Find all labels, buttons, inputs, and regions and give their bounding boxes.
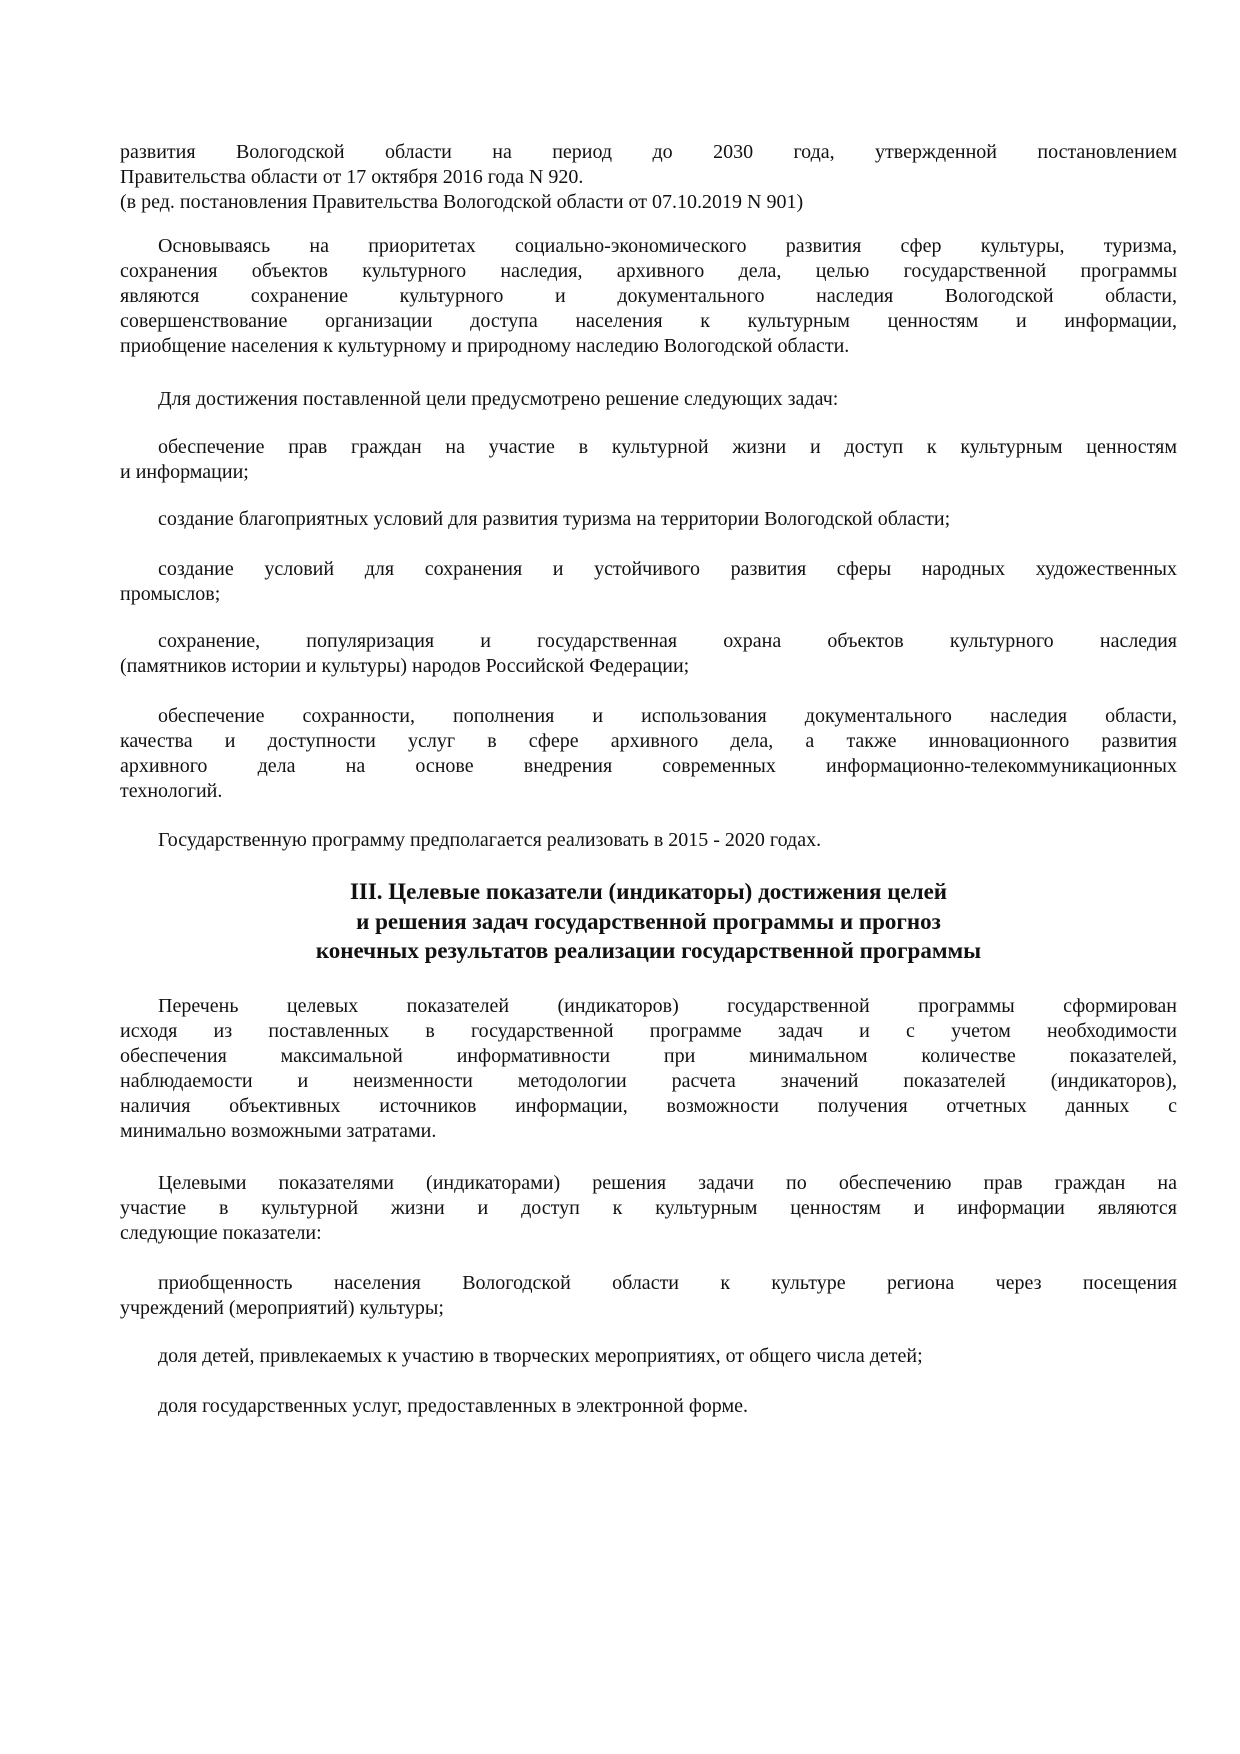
text-line: приобщенность населения Вологодской области к культуре региона через посещения [158,1272,1177,1294]
text-line: сохранения объектов культурного наследия, архивного дела, целью государственной программы [120,260,1177,282]
text-line: являются сохранение культурного и документального наследия Вологодской области, [120,285,1177,307]
text-line: создание условий для сохранения и устойчивого развития сферы народных художественных [158,558,1177,580]
paragraph [120,828,1177,853]
paragraph [120,1344,1177,1369]
text-line: Государственную программу предполагается реализовать в 2015 - 2020 годах. [158,829,822,851]
paragraph [120,629,1177,679]
text-line: обеспечение сохранности, пополнения и использования документального наследия области, [158,705,1177,727]
heading-line: и решения задач государственной программы и прогноз [356,908,941,934]
text-line: и информации; [120,461,249,483]
text-line: обеспечения максимальной информативности при минимальном количестве показателей, [120,1045,1177,1067]
paragraph [120,507,1177,532]
text-line: учреждений (мероприятий) культуры; [120,1297,444,1319]
text-line: промыслов; [120,583,221,605]
text-line: минимально возможными затратами. [120,1120,437,1142]
paragraph [120,1394,1177,1419]
text-line: Правительства области от 17 октября 2016 года N 920. [120,166,584,188]
text-line: архивного дела на основе внедрения современных информационно-телекоммуникационных [120,755,1177,777]
text-line: обеспечение прав граждан на участие в культурной жизни и доступ к культурным ценностям [158,436,1177,458]
text-line: качества и доступности услуг в сфере архивного дела, а также инновационного развития [120,730,1177,752]
text-line: (в ред. постановления Правительства Вологодской области от 07.10.2019 N 901) [120,191,804,213]
paragraph [120,234,1177,359]
text-line: сохранение, популяризация и государственная охрана объектов культурного наследия [158,630,1177,652]
paragraph [120,994,1177,1144]
section-heading [120,877,1177,966]
text-line: следующие показатели: [120,1222,322,1244]
paragraph [120,190,1177,215]
paragraph [120,1171,1177,1246]
text-line: Основываясь на приоритетах социально-экономического развития сфер культуры, туризма, [158,235,1177,257]
text-line: наличия объективных источников информации, возможности получения отчетных данных с [120,1095,1177,1117]
paragraph [120,1271,1177,1321]
heading-line: III. Целевые показатели (индикаторы) достижения целей [349,879,948,904]
text-line: доля детей, привлекаемых к участию в творческих мероприятиях, от общего числа детей; [158,1345,923,1367]
text-line: создание благоприятных условий для развития туризма на территории Вологодской области; [158,508,951,530]
text-line: Для достижения поставленной цели предусмотрено решение следующих задач: [158,388,839,410]
text-line: наблюдаемости и неизменности методологии расчета значений показателей (индикаторов), [120,1070,1177,1092]
text-line: технологий. [120,780,223,802]
text-line: совершенствование организации доступа населения к культурным ценностям и информации, [120,310,1177,332]
paragraph [120,387,1177,412]
paragraph [120,557,1177,607]
text-line: участие в культурной жизни и доступ к культурным ценностям и информации являются [120,1197,1177,1219]
text-line: развития Вологодской области на период до 2030 года, утвержденной постановлением [120,141,1177,163]
paragraph [120,704,1177,804]
paragraph [120,435,1177,485]
text-line: доля государственных услуг, предоставленных в электронной форме. [158,1395,749,1417]
text-line: (памятников истории и культуры) народов Российской Федерации; [120,655,690,677]
text-line: исходя из поставленных в государственной программе задач и с учетом необходимости [120,1020,1177,1042]
text-line: Целевыми показателями (индикаторами) решения задачи по обеспечению прав граждан на [158,1172,1177,1194]
text-line: приобщение населения к культурному и природному наследию Вологодской области. [120,335,850,357]
text-line: Перечень целевых показателей (индикаторов) государственной программы сформирован [158,995,1177,1017]
heading-line: конечных результатов реализации государственной программы [315,938,982,963]
paragraph [120,140,1177,190]
